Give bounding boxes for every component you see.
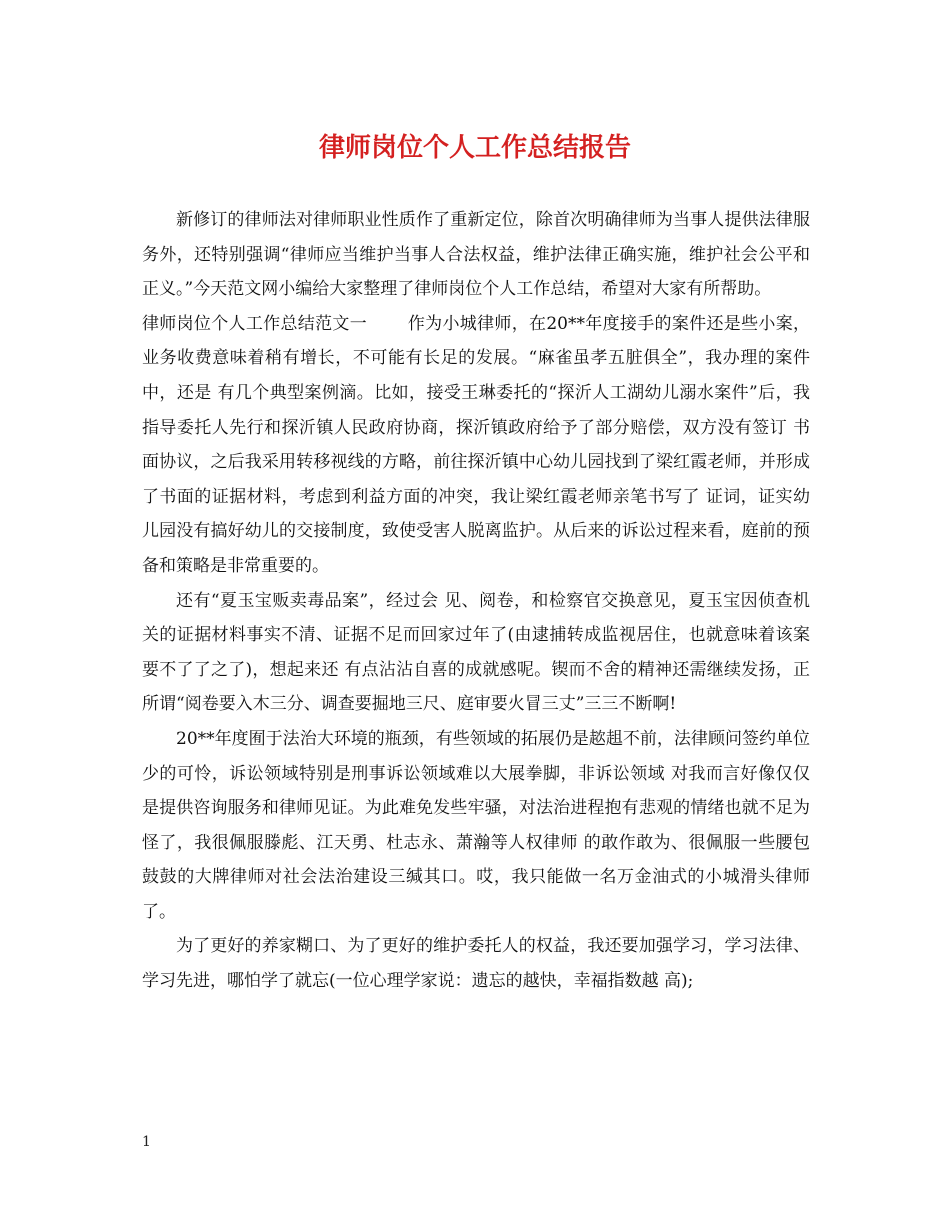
paragraph-legal-environment: 20**年度囿于法治大环境的瓶颈，有些领域的拓展仍是趑趄不前，法律顾问签约单位少的可怜，诉讼领域特别是刑事诉讼领域难以大展拳脚，非诉讼领域 对我而言好像仅仅是提供咨询服务和律师见证。为此难免发些牢骚，对法治进程抱有悲观的情绪也就不足为怪了，我很佩服滕彪、江天勇、杜志永、萧瀚等人权律师 的敢作敢为、很佩服一些腰包鼓鼓的大牌律师对社会法治建设三缄其口。哎，我只能做一名万金油式的小城滑头律师了。 [142,728,810,922]
section-one-text: 作为小城律师，在20**年度接手的案件还是些小案，业务收费意味着稍有增长，不可能有长足的发展。“麻雀虽孝五脏俱全”，我办理的案件中，还是 有几个典型案例滴。比如，接受王琳委托的“探沂人工湖幼儿溺水案件”后，我指导委托人先行和探沂镇人民政府协商，探沂镇政府给予了部分赔偿，双方没有签订 书面协议，之后我采用转移视线的方略，前往探沂镇中心幼儿园找到了梁红霞老师，并形成了书面的证据材料，考虑到利益方面的冲突，我让梁红霞老师亲笔书写了 证词，证实幼儿园没有搞好幼儿的交接制度，致使受害人脱离监护。从后来的诉讼过程来看，庭前的预备和策略是非常重要的。 [142,313,810,576]
paragraph-drug-case: 还有“夏玉宝贩卖毒品案”，经过会 见、阅卷，和检察官交换意见，夏玉宝因侦查机关的证据材料事实不清、证据不足而回家过年了(由逮捕转成监视居住，也就意味着该案要不了了之了)，想起来还 有点沾沾自喜的成就感呢。锲而不舍的精神还需继续发扬，正所谓“阅卷要入木三分、调查要掘地三尺、庭审要火冒三丈”三三不断啊! [142,590,810,715]
paragraph-continued-learning: 为了更好的养家糊口、为了更好的维护委托人的权益，我还要加强学习，学习法律、学习先进，哪怕学了就忘(一位心理学家说：遗忘的越快，幸福指数越 高); [142,936,810,992]
section-heading: 律师岗位个人工作总结范文一 [142,313,368,334]
intro-paragraph: 新修订的律师法对律师职业性质作了重新定位，除首次明确律师为当事人提供法律服务外，还特别强调“律师应当维护当事人合法权益，维护法律正确实施，维护社会公平和正义。”今天范文网小编给大家整理了律师岗位个人工作总结，希望对大家有所帮助。 [142,210,810,300]
document-title: 律师岗位个人工作总结报告 [318,133,631,163]
page-number: 1 [142,1134,151,1150]
document-body [142,203,810,999]
section-one-paragraph [142,307,810,584]
